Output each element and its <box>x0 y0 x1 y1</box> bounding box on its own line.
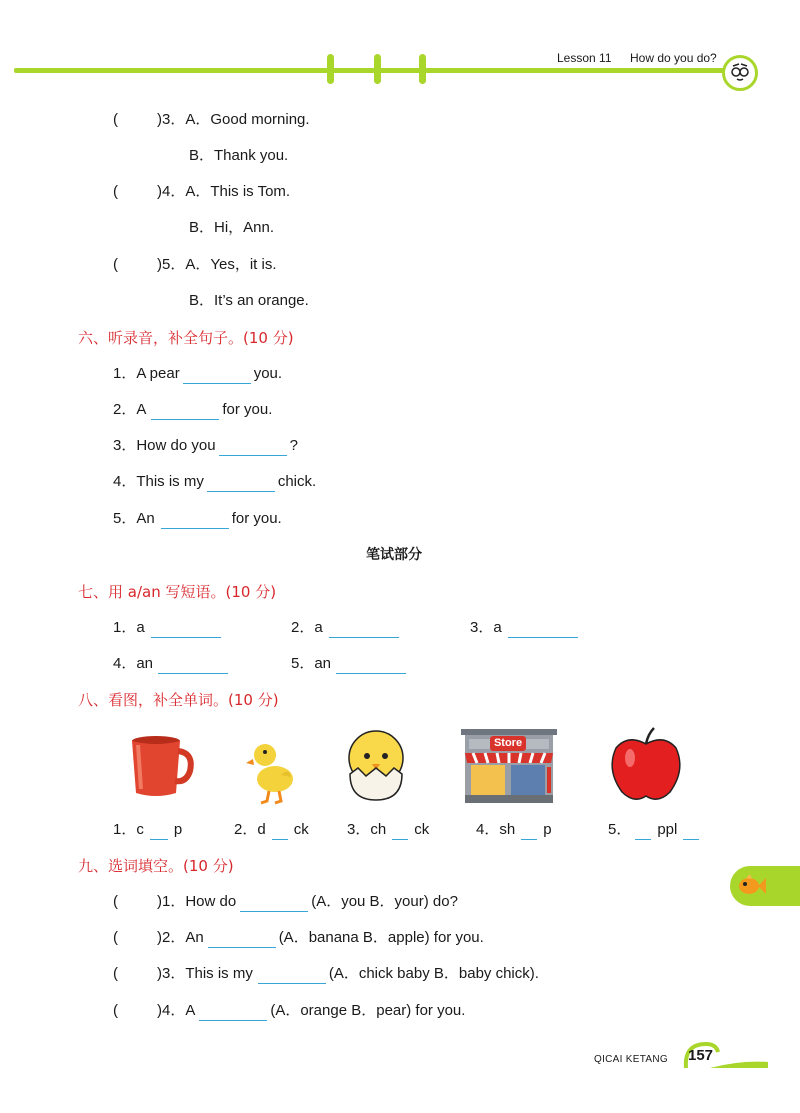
item-text: 2．A <box>113 401 147 418</box>
word-text: p <box>173 821 183 838</box>
answer-blank[interactable] <box>329 623 399 638</box>
item-text: 4．an <box>113 655 154 672</box>
word-text: ck <box>414 821 430 838</box>
answer-blank[interactable] <box>219 441 287 456</box>
item-4-b: B．Hi，Ann. <box>189 219 275 236</box>
paren: ( <box>113 111 118 128</box>
part9-item-1 <box>157 892 458 912</box>
part8-word-2 <box>234 820 309 840</box>
apple-picture <box>608 726 684 802</box>
side-tab <box>730 866 800 906</box>
part8-word-3 <box>347 820 429 840</box>
part9-item-3 <box>157 964 539 984</box>
part7-item-4 <box>113 654 231 674</box>
part8-word-1 <box>113 820 182 840</box>
item-5-b: B．It’s an orange. <box>189 292 309 309</box>
header-pin-3 <box>419 54 426 84</box>
part8-heading: 八、看图，补全单词。(10 分) <box>78 691 279 709</box>
answer-blank[interactable] <box>158 659 228 674</box>
written-section-title: 笔试部分 <box>366 547 422 563</box>
item-5-a: )5．A．Yes，it is. <box>157 256 277 273</box>
item-text: 1．A pear <box>113 365 180 382</box>
item-text: 5．An <box>113 510 155 527</box>
item-text: (A．you B．your) do? <box>311 893 458 910</box>
paren: ( <box>113 929 118 946</box>
item-text: 2．a <box>291 619 323 636</box>
item-text: (A．orange B．pear) for you. <box>270 1002 466 1019</box>
item-text: )4．A <box>157 1002 196 1019</box>
item-text: for you. <box>231 510 282 527</box>
answer-blank[interactable] <box>208 933 276 948</box>
item-text: (A．banana B．apple) for you. <box>278 929 484 946</box>
answer-blank[interactable] <box>150 825 168 840</box>
footer-brand: QICAI KETANG <box>594 1054 668 1065</box>
part7-item-1 <box>113 618 224 638</box>
part9-heading: 九、选词填空。(10 分) <box>78 857 234 875</box>
answer-blank[interactable] <box>240 897 308 912</box>
answer-blank[interactable] <box>635 825 651 840</box>
part6-item-3 <box>113 436 298 456</box>
item-text: )2．An <box>157 929 204 946</box>
item-text: 3．How do you <box>113 437 216 454</box>
answer-blank[interactable] <box>683 825 699 840</box>
fish-icon <box>736 872 766 900</box>
word-text: 4．sh <box>476 821 516 838</box>
item-text: )1．How do <box>157 893 237 910</box>
duck-picture <box>245 737 297 805</box>
part7-item-2 <box>291 618 402 638</box>
header-pin-1 <box>327 54 334 84</box>
answer-blank[interactable] <box>392 825 408 840</box>
store-sign: Store <box>490 736 526 751</box>
part7-item-5 <box>291 654 409 674</box>
part8-word-5 <box>608 820 702 840</box>
paren: ( <box>113 256 118 273</box>
word-text: 5． <box>608 821 632 838</box>
answer-blank[interactable] <box>151 405 219 420</box>
answer-blank[interactable] <box>151 623 221 638</box>
item-text: (A．chick baby B．baby chick). <box>328 965 539 982</box>
answer-blank[interactable] <box>336 659 406 674</box>
header-lesson: Lesson 11 <box>557 51 612 65</box>
answer-blank[interactable] <box>207 477 275 492</box>
paren: ( <box>113 183 118 200</box>
part9-item-2 <box>157 928 484 948</box>
paren: ( <box>113 965 118 982</box>
word-text: p <box>543 821 552 838</box>
part6-heading: 六、听录音，补全句子。(10 分) <box>78 329 294 347</box>
part9-item-4 <box>157 1001 465 1021</box>
word-text: ppl <box>657 821 678 838</box>
footer-page-badge <box>680 1040 770 1070</box>
paren: ( <box>113 893 118 910</box>
item-3-a: )3．A．Good morning. <box>157 111 310 128</box>
item-text: ? <box>289 437 298 454</box>
part6-item-5 <box>113 509 282 529</box>
part6-item-1 <box>113 364 282 384</box>
chick-picture <box>344 726 408 802</box>
answer-blank[interactable] <box>161 514 229 529</box>
item-text: 3．a <box>470 619 502 636</box>
item-text: chick. <box>277 473 317 490</box>
answer-blank[interactable] <box>258 969 326 984</box>
item-text: 1．a <box>113 619 145 636</box>
word-text: ck <box>293 821 309 838</box>
mascot-icon <box>722 55 758 91</box>
word-text: 3．ch <box>347 821 387 838</box>
item-text: 5．an <box>291 655 332 672</box>
cup-picture <box>128 735 196 799</box>
word-text: 2．d <box>234 821 266 838</box>
paren: ( <box>113 1002 118 1019</box>
page-number: 157 <box>688 1047 714 1064</box>
item-3-b: B．Thank you. <box>189 147 289 164</box>
word-text: 1．c <box>113 821 144 838</box>
answer-blank[interactable] <box>272 825 288 840</box>
part7-heading: 七、用 a/an 写短语。(10 分) <box>78 583 277 601</box>
item-text: )3．This is my <box>157 965 253 982</box>
item-text: for you. <box>222 401 273 418</box>
item-text: 4．This is my <box>113 473 204 490</box>
store-picture <box>461 727 557 803</box>
header-title: How do you do? <box>630 51 717 65</box>
part8-word-4 <box>476 820 552 840</box>
answer-blank[interactable] <box>183 369 251 384</box>
header-pin-2 <box>374 54 381 84</box>
answer-blank[interactable] <box>521 825 537 840</box>
part6-item-2 <box>113 400 272 420</box>
answer-blank[interactable] <box>199 1006 267 1021</box>
part6-item-4 <box>113 472 316 492</box>
item-text: you. <box>253 365 283 382</box>
part7-item-3 <box>470 618 581 638</box>
item-4-a: )4．A．This is Tom. <box>157 183 291 200</box>
answer-blank[interactable] <box>508 623 578 638</box>
